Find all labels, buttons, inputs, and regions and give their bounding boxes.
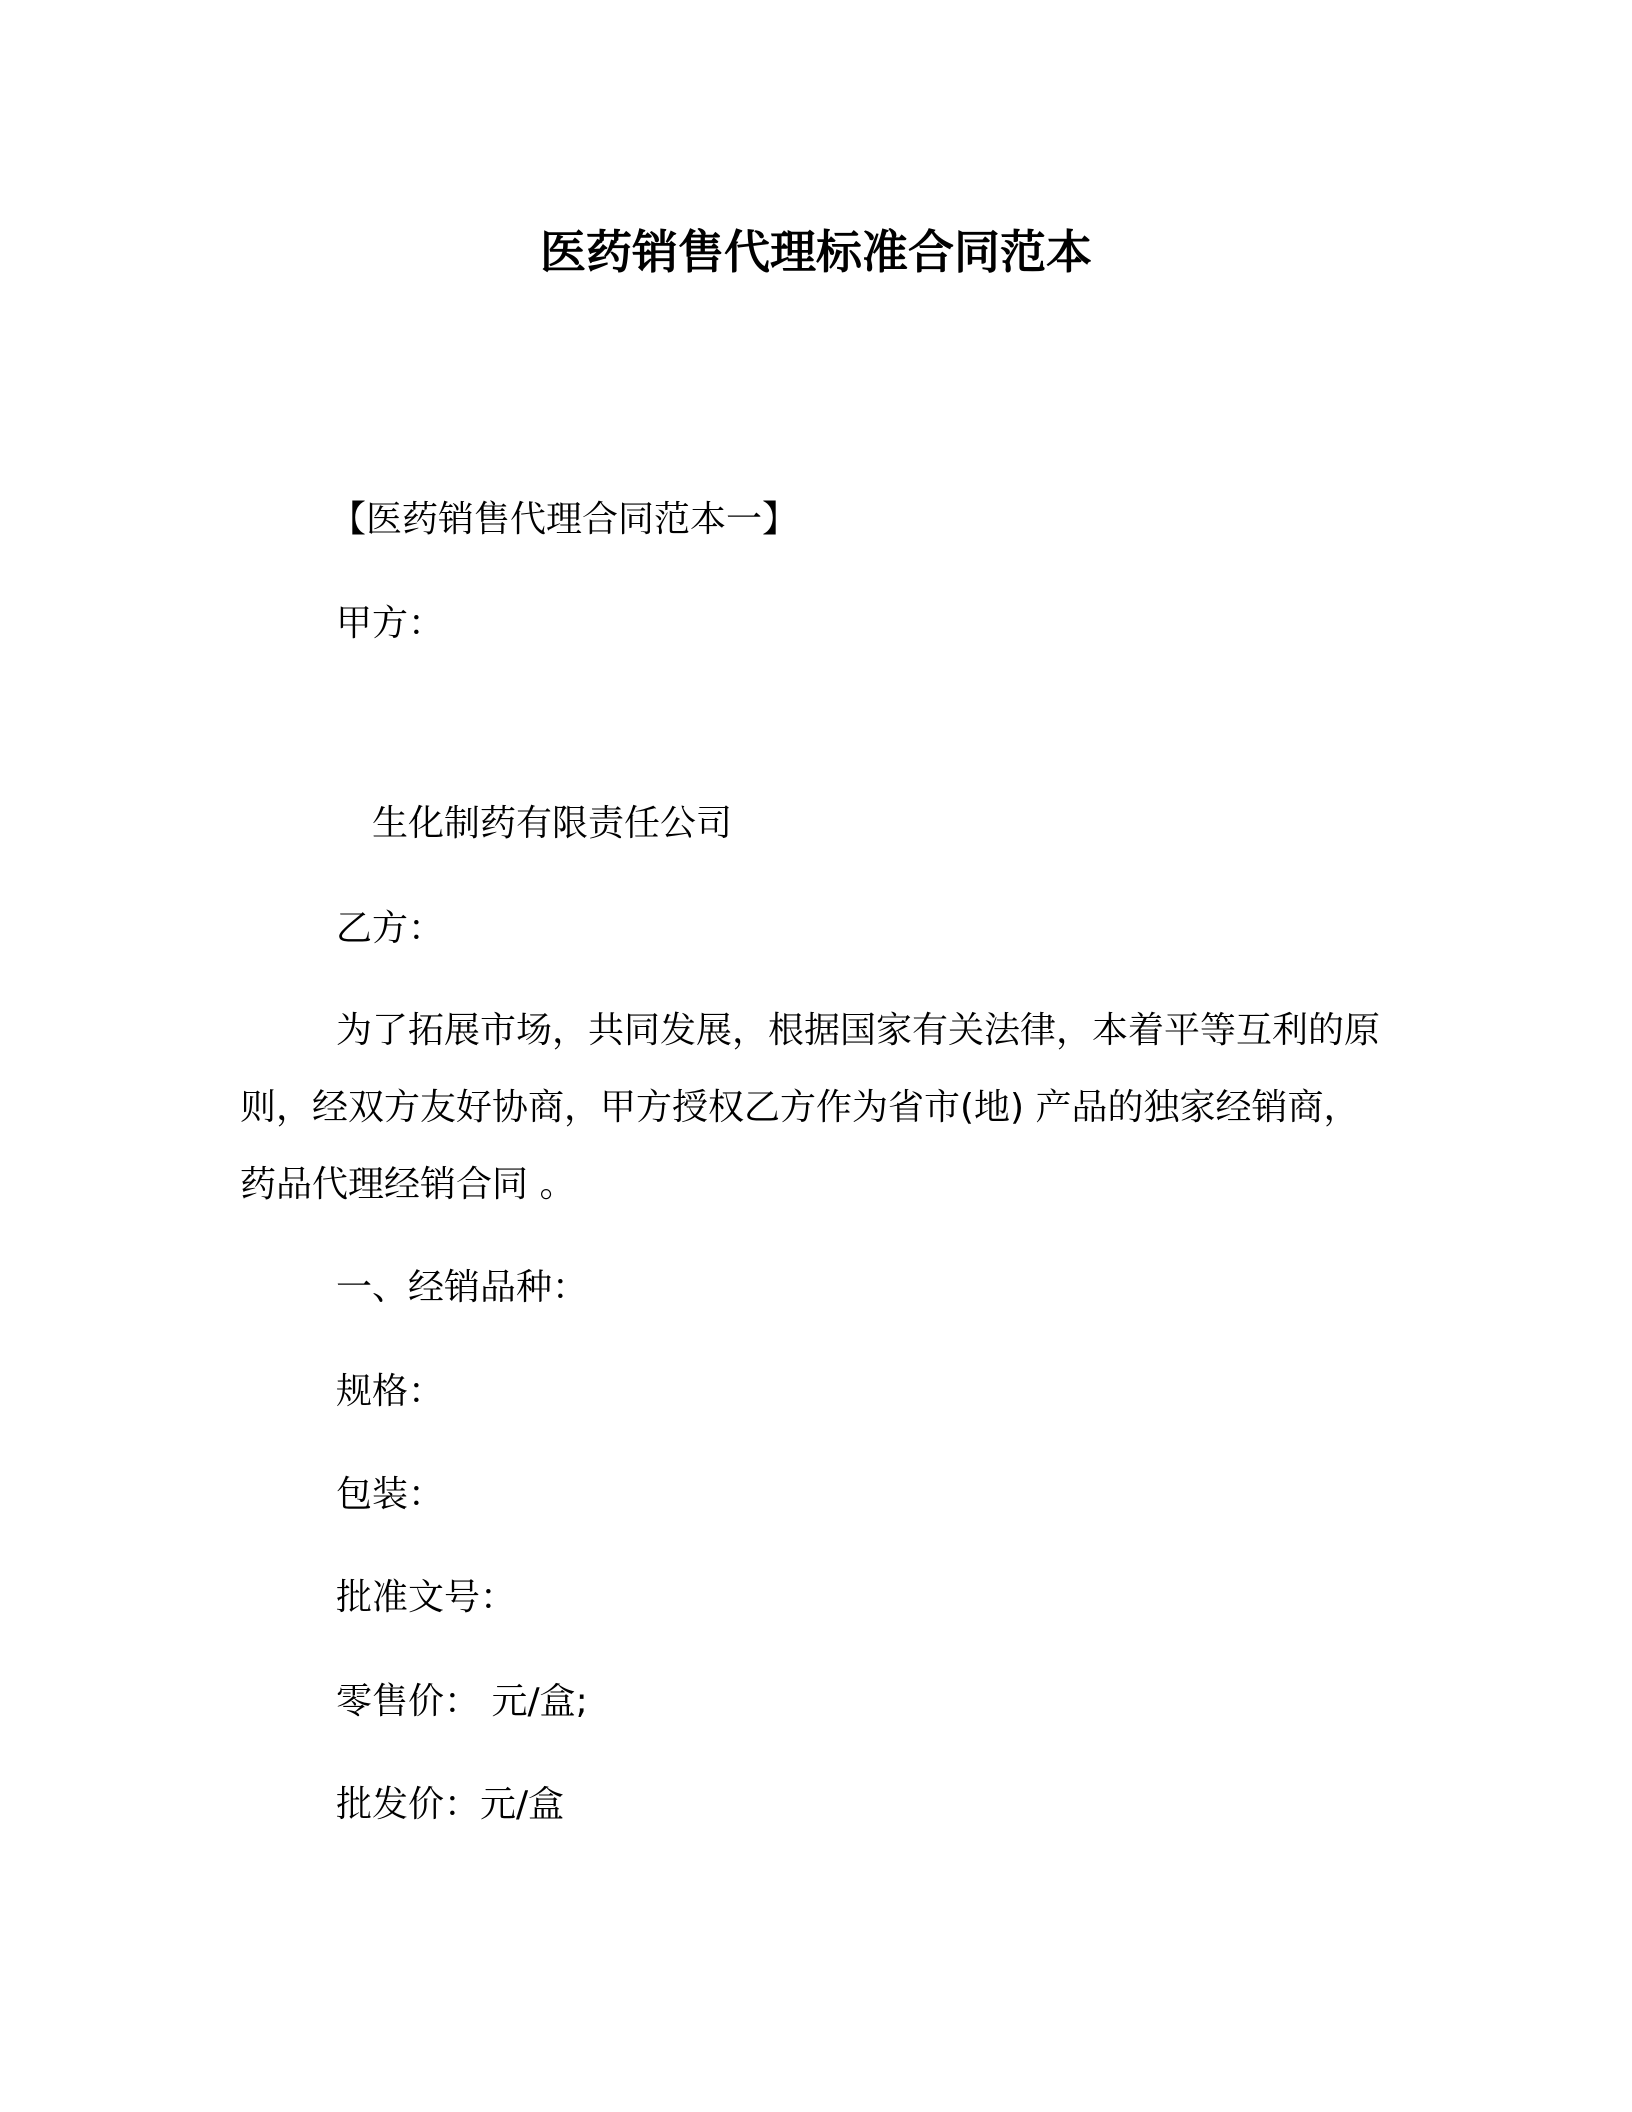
party-a-label: 甲方：	[336, 603, 445, 644]
approval-number-label: 批准文号：	[336, 1577, 517, 1618]
party-b-label: 乙方：	[336, 908, 445, 949]
intro-paragraph: 为了拓展市场，共同发展，根据国家有关法律，本着平等互利的原则，经双方友好协商，甲方授权乙方作为省市(地) 产品的独家经销商，药品代理经销合同 。	[240, 1010, 1381, 1205]
document-title: 医药销售代理标准合同范本	[540, 225, 1092, 279]
spec-label: 规格：	[336, 1371, 445, 1412]
clause-1-heading: 一、经销品种：	[336, 1267, 589, 1308]
wholesale-price: 批发价：元/盒	[336, 1784, 565, 1825]
party-a-company: 生化制药有限责任公司	[372, 803, 733, 844]
retail-price: 零售价： 元/盒;	[336, 1681, 588, 1722]
packaging-label: 包装：	[336, 1474, 445, 1515]
section-heading: 【医药销售代理合同范本一】	[330, 499, 799, 540]
